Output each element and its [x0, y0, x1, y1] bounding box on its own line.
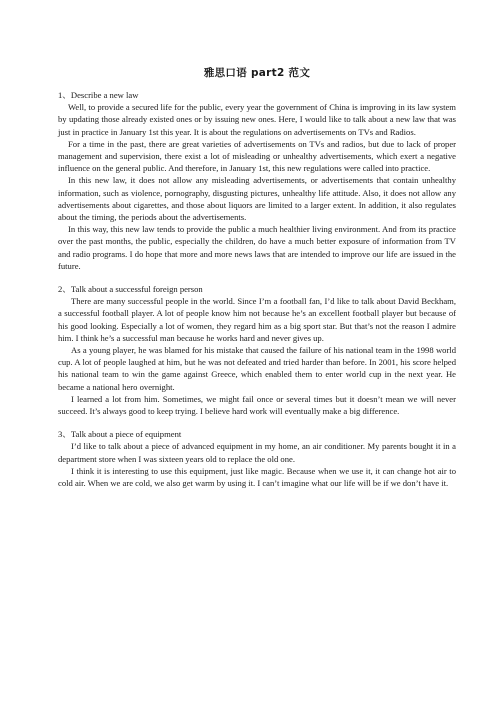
document-title: 雅思口语 part2 范文	[203, 67, 311, 79]
paragraph: I’d like to talk about a piece of advanced equipment in my home, an air conditioner. My parents bought it in a department store when I was sixteen years old to replace the old one.	[58, 441, 456, 464]
section-heading: 2、Talk about a successful foreign person	[58, 284, 203, 295]
section-equipment	[58, 428, 456, 489]
paragraph: In this new law, it does not allow any misleading advertisements, or advertisements that contain unhealthy information, such as violence, pornography, disgusting pictures, unhealthy life attitude. Also, it does not allow any advertisements about cigarettes, and those about liquors are limited to a larger extent. In addition, it also regulates about the timing, the periods about the advertisements.	[58, 175, 456, 223]
section-heading: 3、Talk about a piece of equipment	[58, 429, 182, 440]
paragraph: I learned a lot from him. Sometimes, we might fail once or several times but it doesn’t mean we will never succeed. It’s always good to keep trying. I believe hard work will eventually make a big difference.	[58, 393, 456, 417]
paragraph: As a young player, he was blamed for his mistake that caused the failure of his national team in the 1998 world cup. A lot of people laughed at him, but he was not defeated and tried harder than before. In 2001, his score helped his national team to win the game against Greece, which enabled them to enter world cup in the next year. He became a national hero overnight.	[58, 345, 456, 392]
paragraph: For a time in the past, there are great varieties of advertisements on TVs and radios, but due to lack of proper management and supervision, there exist a lot of misleading or unhealthy advertisements, which exert a negative influence on the general public. And therefore, in January 1st, this new regulations were called into practice.	[58, 138, 456, 174]
section-heading: 1、Describe a new law	[58, 90, 139, 100]
section-new-law	[58, 89, 456, 272]
paragraph: Well, to provide a secured life for the public, every year the government of China is improving in its law system by updating those already existed ones or by issuing new ones. Here, I would like to talk about a new law that was just in practice in January 1st this year. It is about the regulations on advertisements on TVs and Radios.	[58, 102, 456, 137]
paragraph: There are many successful people in the world. Since I’m a football fan, I’d like to talk about David Beckham, a successful football player. A lot of people know him not because he’s an excellent football player but because of his good looking. Especially a lot of women, they regard him as a big sport star. But that’s not the reason I admire him. I think he’s a successful man because he works hard and never gives up.	[58, 296, 456, 343]
section-successful-person	[58, 283, 456, 417]
paragraph: In this way, this new law tends to provide the public a much healthier living environment. And from its practice over the past months, the public, especially the children, do have a much better exposure of information from TV and radio programs. I do hope that more and more news laws that are intended to improve our life are issued in the future.	[58, 224, 456, 271]
paragraph: I think it is interesting to use this equipment, just like magic. Because when we use it, it can change hot air to cold air. When we are cold, we also get warm by using it. I can’t imagine what our life will be if we don’t have it.	[58, 465, 456, 489]
